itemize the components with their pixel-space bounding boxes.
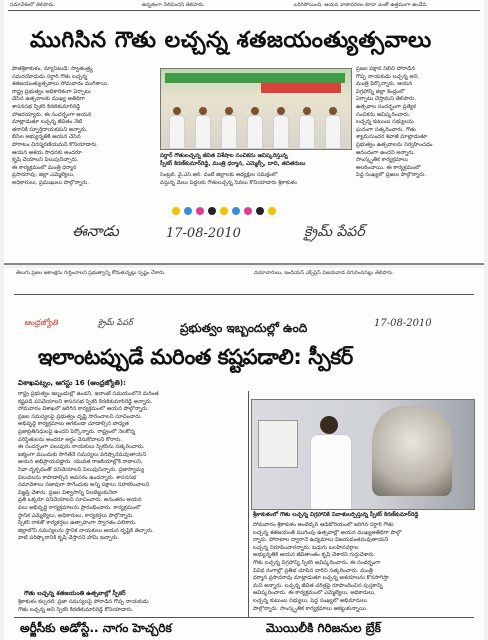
caption-line: సర్దార్ గౌతులచ్చన్న జీవిత విశేషాల సంచికను ఆవిష్కరిస్తున్న	[160, 153, 288, 159]
color-dot	[208, 207, 216, 215]
text-line: తరానికి స్ఫూర్తిదాయకమని అన్నారు.	[12, 126, 88, 133]
text-line: పోరాటం చిరస్మరణీయమని కొనియాడారు.	[12, 141, 99, 148]
text-line: మంత్రి పేర్కొన్నారు. ఆయన	[356, 81, 413, 88]
text-line: జిల్లాలోని సమస్యలను స్థానిక నాయకులు ఆయన దృష్టికి తెచ్చారు.	[18, 527, 154, 534]
top-strip-fragment: తెలుగు ప్రజల ఆకాంక్షను గుర్తించాలని ప్రభుత్వాన్ని కోరుతున్నట్లు స్పష్టం చేశారు.	[16, 270, 166, 276]
top-strip-fragment: దయాచారులు, ఇండియన్ ఎక్స్‌ప్రెస్ విజయవాడ చిగురించినట్లు తెలిపారు.	[254, 270, 394, 276]
speaker-photo	[251, 399, 475, 510]
headline: ముగిసిన గౌతు లచ్చన్న శతజయంత్యుత్సవాలు	[30, 28, 432, 53]
text-line: ఈ సందర్భంగా పలువురు నాయకులు స్పీకర్‌ను సత్కరించారు.	[18, 444, 145, 451]
text-line: సమరయోధుడు సర్దార్ గౌతు లచ్చన్న	[12, 73, 88, 80]
text-line: సోమవారం విశాఖలో జరిగిన కార్యక్రమంలో ఆయన పాల్గొన్నారు.	[18, 406, 149, 413]
text-line: అభివృద్ధి కార్యక్రమాలు ఆగకుండా చూడాల్సిన బాధ్యత	[18, 421, 129, 428]
handwritten-tag: క్రైమ్ పేపర్	[304, 224, 365, 240]
banner-green	[165, 73, 345, 83]
text-line: ఆయన అభిప్రాయపడ్డారు. యువత రాజకీయాల్లోకి రావాలని,	[18, 459, 143, 466]
text-line: స్పీకర్ రాకతో కార్యకర్తలు ఉత్సాహంగా స్వాగతం పలికారు.	[18, 520, 137, 527]
text-line: గౌతు లచ్చన్న అని స్పీకర్ కిరణ్‌కుమార్‌రెడ్డి కొనియాడారు.	[18, 606, 134, 613]
divider	[14, 617, 474, 618]
text-line: బీసీల అభ్యున్నతికి ఆయన చేసిన	[12, 134, 81, 141]
text-line: ప్రతి ఒక్కరూ పనిచేయాలని సూచించారు. అనంతరం ఆయన	[18, 497, 142, 504]
text-line: వివిధ రంగాల్లో ప్రతిభ చూపిన వారిని సత్కరించారు. మంత్రి	[253, 567, 373, 574]
text-line: గొప్ప నాయకుడు లచ్చన్న అని	[356, 73, 418, 80]
text-line: లచ్చన్న శతజయంతి ముగింపు ఉత్సవాల్లో ఆయన ముఖ్యఅతిథిగా పాల్గొ	[253, 529, 402, 536]
text-line: అభ్యున్నతికి ఆయన జీవితాంతం కృషి చేశారని గుర్తుచేశారు.	[253, 552, 376, 559]
speaker-head	[320, 416, 338, 434]
text-line: కష్టపడి పనిచేయాలని శాసనసభ స్పీకర్ కిరణ్‌కుమార్‌రెడ్డి అన్నారు.	[18, 398, 153, 405]
text-line: స్థానిక ఎమ్మెల్యేలు, అధికారులు, కార్యకర్తలు పాల్గొన్నారు.	[18, 512, 134, 519]
person-figure	[247, 107, 263, 149]
statue	[372, 406, 452, 496]
text-line: శ్యామసుందర శివాజీ మాట్లాడుతూ	[356, 134, 428, 141]
text-line: ఉత్సవాల సందర్భంగా ప్రత్యేక	[356, 103, 416, 110]
text-line: పలు అభివృద్ధి కార్యక్రమాలను ప్రారంభించారు. కార్యక్రమంలో	[18, 504, 141, 511]
text-line: వస్తున్న మేలు పెద్దలకు గౌతులచ్చన్న సేవలు కొనియాడారు శ్రీకాకుళం	[160, 179, 297, 186]
text-line: సోమవారం శ్రీకాకుళం అంబేద్కర్ ఆడిటోరియంలో జరిగిన సర్దార్ గౌతు	[253, 522, 394, 528]
text-line: ఈ కార్యక్రమంలో మంత్రి ధర్మాన	[12, 164, 77, 171]
text-line: సేవా దృక్పథంతో పనిచేయాలని పిలుపునిచ్చారు. ప్రజాస్వామ్య	[18, 466, 145, 473]
photo-caption: శ్రీకాకుళంలో గౌతు లచ్చన్న విగ్రహానికి నివాళులర్పిస్తున్న స్పీకర్ కిరణ్‌కుమార్‌రెడ్డి	[253, 512, 419, 518]
text-line: విగ్రహాన్ని జిల్లా కేంద్రంలో	[356, 88, 405, 95]
andhrajyothi-clipping	[4, 268, 484, 640]
color-dot	[172, 207, 180, 215]
text-line: వాటి పరిష్కారానికి కృషి చేస్తానని హామీ ఇచ్చారు.	[18, 535, 119, 542]
text-line: అలరించాయి. ఈ కార్యక్రమంలో	[356, 164, 421, 171]
text-line: లచ్చన్న కుటుంబ సభ్యులు, పెద్ద సంఖ్యలో అభిమానులు	[253, 597, 368, 604]
text-line: ఆయన ఆశయ సాధనకు అందరూ	[12, 149, 82, 156]
text-line: విజ్ఞప్తి చేశారు. ప్రజల విశ్వాసాన్ని నిలబెట్టుకునేలా	[18, 489, 118, 496]
text-line: కృషి చేయాలని పిలుపునిచ్చారు.	[12, 157, 79, 164]
top-strip-fragment: ఒరిగిపోయింది. ఆయన వాతావరణం కూడా ఎంతో ఉత్తమంగా ఉండేది.	[294, 2, 428, 8]
article-left-column	[12, 66, 156, 246]
divider	[14, 294, 474, 295]
article-left-bottom	[18, 599, 246, 615]
text-line: మాట్లాడుతూ లచ్చన్న జీవితం నేటి	[12, 119, 83, 126]
text-line: పాతశ్రీకాకుళం, న్యూస్‌టుడే: స్వాతంత్ర్య	[12, 66, 93, 72]
color-dot	[256, 207, 264, 215]
text-line: అధికారులు, ప్రముఖులు పాల్గొన్నారు.	[12, 179, 89, 186]
text-line: పరిస్థితులను అందరూ అర్థం చేసుకోవాలని కోరారు.	[18, 436, 123, 443]
text-line: ప్రసాదరావు, జిల్లా ఎమ్మెల్యేలు,	[12, 172, 75, 179]
text-line: ప్రజాప్రతినిధులపై ఉందని పేర్కొన్నారు. రాష్ట్రంలో నెలకొన్న	[18, 428, 136, 435]
text-line: పాల్గొన్నారు. సాంస్కృతిక కార్యక్రమాలు ఆకట్టుకున్నాయి.	[253, 605, 368, 612]
text-line: ప్రజల సమస్యలపై ప్రభుత్వం దృష్టి సారించాలని సూచించారు.	[18, 413, 143, 420]
top-strip-fragment: సమావేశంలో తెలిపారు.	[10, 2, 55, 8]
text-line: రాష్ట్ర ప్రభుత్వం ఇబ్బందుల్లో ఉందని, ఇలాంటి సమయంలోనే మరింత	[18, 391, 159, 397]
printer-color-dots	[172, 207, 276, 215]
paper-label: ఆంధ్రజ్యోతి	[24, 318, 58, 327]
speaker-body	[310, 434, 352, 510]
dateline: విశాఖపట్నం, ఆగస్టు 16 (ఆంధ్రజ్యోతి):	[18, 379, 126, 387]
color-dot	[196, 207, 204, 215]
photo-caption	[160, 152, 350, 168]
caption-line: స్పీకర్ కిరణ్‌కుమార్‌రెడ్డి, మంత్రి ధర్మాన, ఎమ్మెల్సీ, దాది, తదితరులు	[160, 161, 306, 167]
text-line: ప్రభుత్వం ఉత్సవాలను నిర్వహించడం	[356, 141, 433, 148]
article-right-column	[253, 522, 475, 616]
museum-sign	[258, 420, 298, 468]
banner-red	[261, 83, 341, 93]
text-line: శతజయంత్యుత్సవాలు సోమవారం ముగిశాయి.	[12, 81, 109, 88]
bottom-left-headline: అర్జీసీకు అడోస్టే.. నాగం హెచ్చరిక	[20, 621, 172, 635]
text-line: సమావేశాలు సజావుగా సాగేందుకు అన్ని పక్షాలు సహకరించాలని	[18, 482, 150, 489]
text-line: ఘనంగా సత్కరించారు. గౌతు	[356, 126, 416, 133]
column-divider	[248, 391, 249, 617]
boxed-subheading: గౌతు లచ్చన్న శతజయంతి ఉత్సవాల్లో స్పీకర్	[24, 590, 126, 597]
text-line: లచ్చన్న నిరూపించారన్నారు. బడుగు బలహీనవర్గాల	[253, 544, 359, 551]
text-line: పెద్ద సంఖ్యలో ప్రజలు పాల్గొన్నారు.	[356, 172, 427, 179]
top-strip-fragment: ఉన్నతంగా నిలిచిందని తెలిపారు.	[142, 2, 205, 8]
color-dot	[268, 207, 276, 215]
text-line: లచ్చన్న కుటుంబ సభ్యులను	[356, 119, 414, 126]
text-line: హాజరయ్యారు. ఈ సందర్భంగా ఆయన	[12, 111, 92, 118]
color-dot	[232, 207, 240, 215]
text-line: గౌతు లచ్చన్న విగ్రహాన్ని స్పీకర్ ఆవిష్కరించారు. ఈ సందర్భంగా	[253, 559, 381, 566]
text-line: ఏర్పాటు చేస్తామని తెలిపారు.	[356, 96, 417, 103]
text-line: ప్రజల పక్షాన నిలిచి పోరాడిన	[356, 66, 416, 72]
text-line: ఆనందంగా ఉందని అన్నారు.	[356, 149, 416, 156]
text-line: మని అన్నారు. లచ్చన్న జీవిత చరిత్రపై రూపొందించిన పుస్తకాన్ని	[253, 582, 383, 589]
person-figure	[221, 107, 237, 149]
text-line: సాంస్కృతిక కార్యక్రమాలు	[356, 157, 408, 164]
kicker: ప్రభుత్వం ఇబ్బందుల్లో ఉంది	[180, 321, 308, 335]
person-figure	[273, 107, 289, 149]
article-left-column	[18, 391, 246, 587]
color-dot	[244, 207, 252, 215]
text-line: శాసనసభ స్పీకర్ కిరణ్‌కుమార్‌రెడ్డి	[12, 103, 81, 110]
text-line: న్నారు. పోరాటాల ద్వారానే ఉద్యమాలు విజయవంతమవుతాయని	[253, 537, 389, 544]
person-figure	[169, 107, 185, 149]
color-dot	[220, 207, 228, 215]
text-line: రాష్ట్ర ప్రభుత్వం అధికారికంగా ఏర్పాటు	[12, 88, 91, 95]
handwritten-paper-name: ఈనాడు	[72, 222, 119, 240]
text-line: ఆవిష్కరించారు. ఈ కార్యక్రమంలో ఎమ్మెల్యేలు, అధికారులు,	[253, 590, 376, 597]
text-line: సంచికను ఆవిష్కరించారు.	[356, 111, 411, 118]
ceremony-photo	[160, 68, 352, 150]
handwritten-date: 17-08-2010	[374, 318, 432, 329]
handwritten-tag: క్రైమ్ పేపర్	[98, 318, 133, 327]
text-line: విలువలను కాపాడాల్సిన అవసరం ఉందన్నారు. శాసనసభ	[18, 474, 137, 481]
color-dot	[184, 207, 192, 215]
article-right-column	[356, 66, 480, 246]
text-line: సెంట్రల్, వై.ఎస్.ఆర్. వంటి జిల్లాలకు అధ్యక్షుల సమక్షంలో	[160, 172, 278, 178]
person-figure	[299, 107, 315, 149]
bottom-right-headline: మొయిలీకి గిరిజనుల బ్రేక్	[266, 621, 381, 635]
text-line: ధర్మాన ప్రసాదరావు మాట్లాడుతూ లచ్చన్న ఆశయాలను కొనసాగిస్తా	[253, 575, 389, 582]
handwritten-date: 17-08-2010	[166, 226, 241, 241]
text-line: శ్రీకాకుళం కల్చరల్: ప్రజా సమస్యలపై పోరాడిన గొప్ప నాయకుడు	[18, 599, 149, 605]
person-figure	[195, 107, 211, 149]
text-line: చేసిన ఉత్సవాలకు ముఖ్య అతిథిగా	[12, 96, 85, 103]
headline: ఇలాంటప్పుడే మరింత కష్టపడాలి: స్పీకర్	[38, 345, 353, 369]
text-line: ఐక్యంగా ముందుకు సాగితేనే సమస్యలు పరిష్కారమవుతాయని	[18, 451, 147, 458]
person-figure	[325, 107, 341, 149]
divider	[8, 10, 480, 11]
eenadu-clipping	[4, 0, 484, 265]
below-photo-text	[160, 172, 352, 192]
